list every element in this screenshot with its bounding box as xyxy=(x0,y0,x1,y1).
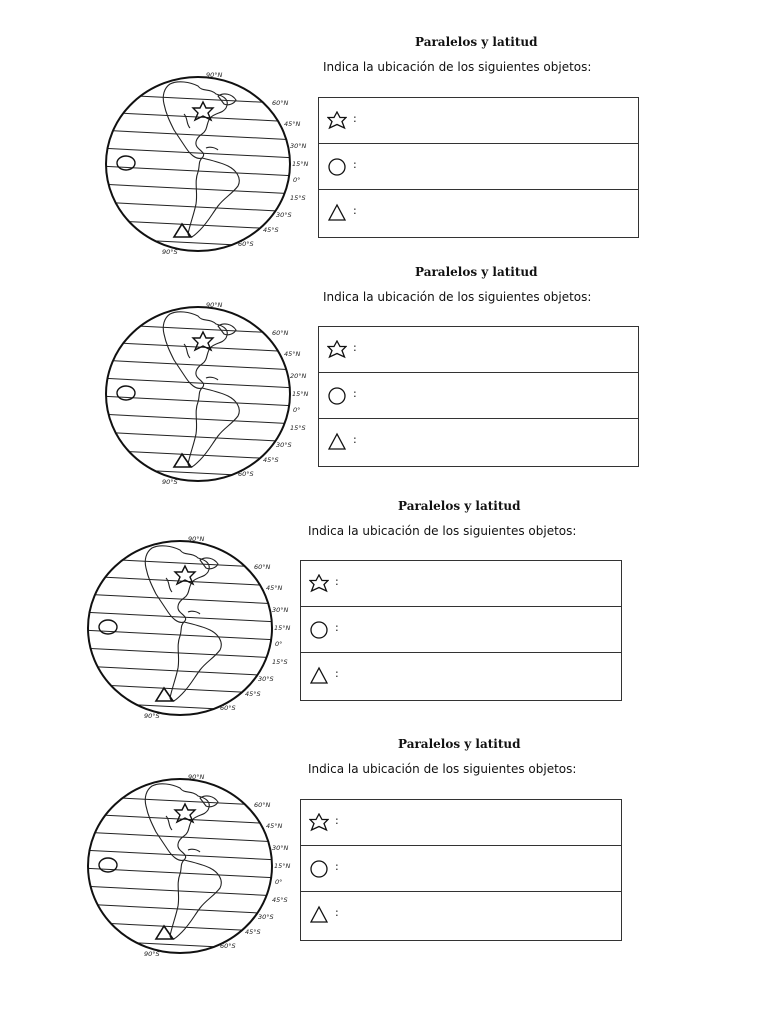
answer-row-star[interactable] xyxy=(319,98,638,144)
label-0: 0° xyxy=(293,406,301,414)
label-15n: 15°N xyxy=(292,390,309,398)
label-30n: 30°N xyxy=(272,844,289,852)
worksheet-instruction: Indica la ubicación de los siguientes objetos: xyxy=(323,60,592,74)
separator: : xyxy=(353,387,357,400)
worksheet-block-4 xyxy=(0,734,768,974)
answer-row-triangle[interactable] xyxy=(301,892,621,938)
label-15s: 15°S xyxy=(290,424,306,432)
separator: : xyxy=(353,112,357,125)
label-60s: 60°S xyxy=(238,240,254,248)
star-icon xyxy=(309,813,329,833)
worksheet-block-2 xyxy=(0,260,768,500)
label-90s: 90°S xyxy=(162,248,178,256)
answer-row-circle[interactable] xyxy=(319,144,638,190)
separator: : xyxy=(335,906,339,919)
triangle-icon xyxy=(309,666,329,686)
label-15s: 15°S xyxy=(272,658,288,666)
label-15n: 15°N xyxy=(292,160,309,168)
answer-row-triangle[interactable] xyxy=(301,653,621,699)
triangle-icon xyxy=(327,432,347,452)
label-90s: 90°S xyxy=(162,478,178,486)
label-60s: 60°S xyxy=(220,704,236,712)
label-30s: 30°S xyxy=(276,441,292,449)
globe-map xyxy=(80,535,291,723)
separator: : xyxy=(353,158,357,171)
label-90n: 90°N xyxy=(206,301,223,309)
label-45n: 45°N xyxy=(284,350,301,358)
answer-table xyxy=(318,326,639,467)
globe-map xyxy=(98,301,309,489)
circle-icon xyxy=(309,859,329,879)
worksheet-instruction: Indica la ubicación de los siguientes objetos: xyxy=(323,290,592,304)
answer-row-circle[interactable] xyxy=(301,846,621,892)
worksheet-block-1 xyxy=(0,30,768,270)
separator: : xyxy=(335,575,339,588)
star-icon xyxy=(327,111,347,131)
label-45s: 45°S xyxy=(245,690,261,698)
label-60n: 60°N xyxy=(254,801,271,809)
worksheet-block-3 xyxy=(0,496,768,736)
label-45n: 45°N xyxy=(266,822,283,830)
answer-table xyxy=(300,560,622,701)
separator: : xyxy=(353,204,357,217)
label-30n: 30°N xyxy=(272,606,289,614)
label-60n: 60°N xyxy=(272,99,289,107)
answer-row-star[interactable] xyxy=(301,561,621,607)
separator: : xyxy=(335,667,339,680)
separator: : xyxy=(353,341,357,354)
label-0: 0° xyxy=(275,878,283,886)
label-60n: 60°N xyxy=(272,329,289,337)
label-30n: 20°N xyxy=(290,372,307,380)
label-60s: 60°S xyxy=(238,470,254,478)
star-icon xyxy=(309,574,329,594)
label-90n: 90°N xyxy=(206,71,223,79)
worksheet-title: Paralelos y latitud xyxy=(415,265,538,279)
label-90n: 90°N xyxy=(188,535,205,543)
answer-row-circle[interactable] xyxy=(319,373,638,419)
label-90s: 90°S xyxy=(144,712,160,720)
circle-icon xyxy=(327,386,347,406)
answer-row-star[interactable] xyxy=(319,327,638,373)
label-30s: 30°S xyxy=(258,675,274,683)
worksheet-title: Paralelos y latitud xyxy=(398,737,521,751)
label-45s: 45°S xyxy=(245,928,261,936)
separator: : xyxy=(335,621,339,634)
label-90n: 90°N xyxy=(188,773,205,781)
answer-row-circle[interactable] xyxy=(301,607,621,653)
label-0: 0° xyxy=(275,640,283,648)
label-45n: 45°N xyxy=(284,120,301,128)
label-30s: 30°S xyxy=(258,913,274,921)
separator: : xyxy=(335,860,339,873)
label-60n: 60°N xyxy=(254,563,271,571)
answer-row-triangle[interactable] xyxy=(319,419,638,465)
label-45n: 45°N xyxy=(266,584,283,592)
answer-row-triangle[interactable] xyxy=(319,190,638,236)
globe-map xyxy=(98,71,309,259)
label-90s: 90°S xyxy=(144,950,160,958)
label-60s: 60°S xyxy=(220,942,236,950)
circle-icon xyxy=(327,157,347,177)
answer-table xyxy=(300,799,622,941)
answer-table xyxy=(318,97,639,238)
label-30s: 30°S xyxy=(276,211,292,219)
label-15n: 15°N xyxy=(274,862,291,870)
worksheet-title: Paralelos y latitud xyxy=(415,35,538,49)
star-icon xyxy=(327,340,347,360)
worksheet-instruction: Indica la ubicación de los siguientes objetos: xyxy=(308,524,577,538)
triangle-icon xyxy=(309,905,329,925)
globe-map xyxy=(80,773,291,961)
worksheet-instruction: Indica la ubicación de los siguientes objetos: xyxy=(308,762,577,776)
label-45s: 45°S xyxy=(263,226,279,234)
label-15s: 45°S xyxy=(272,896,288,904)
worksheet-title: Paralelos y latitud xyxy=(398,499,521,513)
separator: : xyxy=(335,814,339,827)
label-15s: 15°S xyxy=(290,194,306,202)
label-30n: 30°N xyxy=(290,142,307,150)
label-45s: 45°S xyxy=(263,456,279,464)
circle-icon xyxy=(309,620,329,640)
answer-row-star[interactable] xyxy=(301,800,621,846)
triangle-icon xyxy=(327,203,347,223)
label-15n: 15°N xyxy=(274,624,291,632)
separator: : xyxy=(353,433,357,446)
label-0: 0° xyxy=(293,176,301,184)
